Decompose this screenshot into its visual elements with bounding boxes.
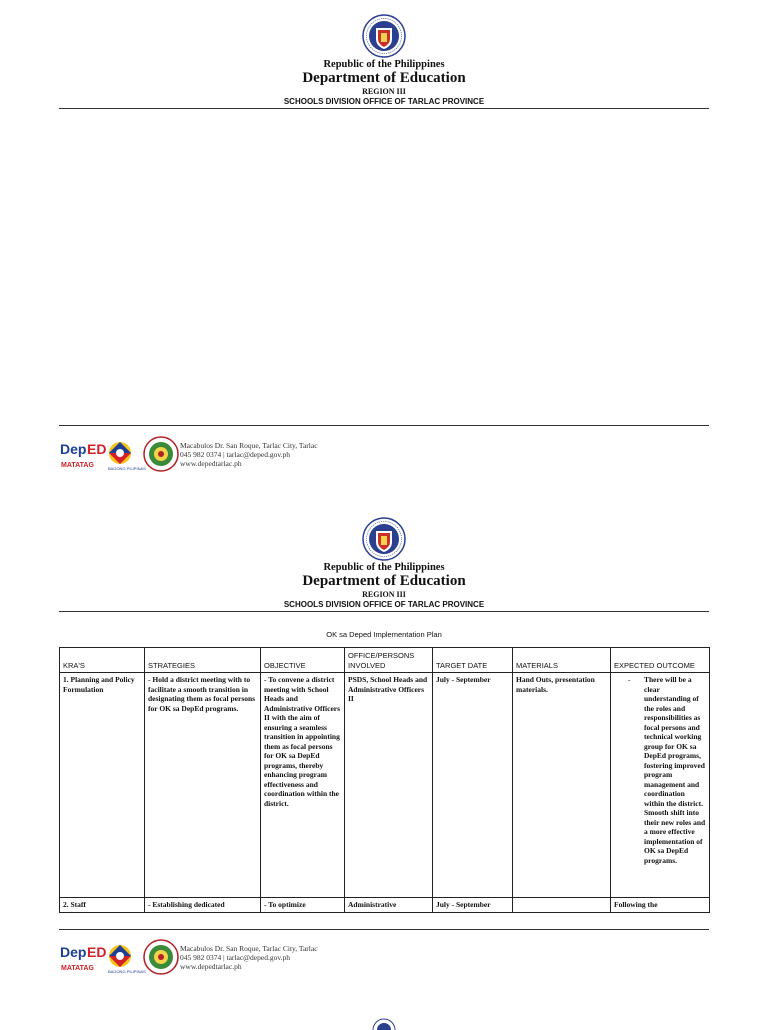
cell-materials: Hand Outs, presentation materials. — [513, 673, 611, 898]
svg-text:Dep: Dep — [60, 441, 87, 457]
deped-seal-icon — [362, 14, 406, 58]
implementation-plan-table — [59, 647, 710, 913]
cell-outcome: Following the — [611, 898, 710, 913]
svg-text:BAGONG PILIPINAS: BAGONG PILIPINAS — [108, 969, 146, 974]
cell-office: PSDS, School Heads and Administrative Officers II — [345, 673, 433, 898]
republic-label: Republic of the Philippines — [323, 59, 445, 70]
column-header-kras: KRA'S — [60, 648, 145, 673]
region-label: REGION III — [362, 590, 406, 599]
svg-text:Dep: Dep — [60, 944, 87, 960]
table-row — [60, 898, 710, 913]
department-title: Department of Education — [302, 573, 466, 589]
plan-title: OK sa Deped Implementation Plan — [326, 630, 442, 639]
footer-contact — [180, 944, 318, 971]
department-title: Department of Education — [302, 70, 466, 86]
cell-strategy: - Establishing dedicated — [145, 898, 261, 913]
deped-matatag-logo-icon — [60, 435, 180, 473]
cell-objective: - To optimize — [261, 898, 345, 913]
cell-kra: 1. Planning and Policy Formulation — [60, 673, 145, 898]
division-label: SCHOOLS DIVISION OFFICE OF TARLAC PROVINCE — [283, 600, 485, 609]
svg-text:BAGONG PILIPINAS: BAGONG PILIPINAS — [108, 466, 146, 471]
footer-contact — [180, 441, 318, 468]
svg-text:MATATAG: MATATAG — [61, 462, 94, 469]
footer-website[interactable]: www.depedtarlac.ph — [180, 459, 242, 468]
svg-text:ED: ED — [87, 944, 107, 960]
cell-target-date: July - September — [433, 898, 513, 913]
footer-website[interactable]: www.depedtarlac.ph — [180, 962, 242, 971]
header-divider — [59, 108, 709, 109]
deped-matatag-logo-icon — [60, 938, 180, 976]
footer-address: Macabulos Dr. San Roque, Tarlac City, Tarlac — [180, 441, 318, 450]
column-header-target-date: TARGET DATE — [433, 648, 513, 673]
table-row — [60, 673, 710, 898]
deped-seal-icon — [372, 1018, 396, 1030]
republic-label: Republic of the Philippines — [323, 562, 445, 573]
region-label: REGION III — [362, 87, 406, 96]
cell-strategy: - Hold a district meeting with to facilitate a smooth transition in designating them as focal persons for OK sa DepEd programs. — [145, 673, 261, 898]
cell-outcome — [611, 673, 710, 898]
header-divider — [59, 611, 709, 612]
bullet-dash: - — [628, 675, 631, 684]
cell-office: Administrative — [345, 898, 433, 913]
svg-text:MATATAG: MATATAG — [61, 965, 94, 972]
footer-logos — [60, 938, 180, 976]
footer-phone-email: 045 982 0374 | tarlac@deped.gov.ph — [180, 450, 290, 459]
cell-target-date: July - September — [433, 673, 513, 898]
footer-divider — [59, 929, 709, 930]
svg-text:ED: ED — [87, 441, 107, 457]
division-label: SCHOOLS DIVISION OFFICE OF TARLAC PROVINCE — [283, 97, 485, 106]
footer-logos — [60, 435, 180, 473]
cell-objective: - To convene a district meeting with School Heads and Administrative Officers II with the aim of ensuring a seamless transition in appointing them as focal persons for OK sa DepEd programs, thereby enhancing program effectiveness and coordination within the district. — [261, 673, 345, 898]
cell-materials — [513, 898, 611, 913]
footer-divider — [59, 425, 709, 426]
column-header-strategies: STRATEGIES — [145, 648, 261, 673]
column-header-office: OFFICE/PERSONS INVOLVED — [345, 648, 433, 673]
outcome-text: There will be a clear understanding of the roles and responsibilities as focal persons and technical working group for OK sa DepEd programs, fostering improved program management and coordination within the district. Smooth shift into their new roles and a more effective implementation of OK sa DepEd programs. — [644, 675, 706, 865]
table-header-row — [60, 648, 710, 673]
column-header-objective: OBJECTIVE — [261, 648, 345, 673]
column-header-materials: MATERIALS — [513, 648, 611, 673]
deped-seal-icon — [362, 517, 406, 561]
footer-address: Macabulos Dr. San Roque, Tarlac City, Tarlac — [180, 944, 318, 953]
column-header-expected-outcome: EXPECTED OUTCOME — [611, 648, 710, 673]
footer-phone-email: 045 982 0374 | tarlac@deped.gov.ph — [180, 953, 290, 962]
cell-kra: 2. Staff — [60, 898, 145, 913]
